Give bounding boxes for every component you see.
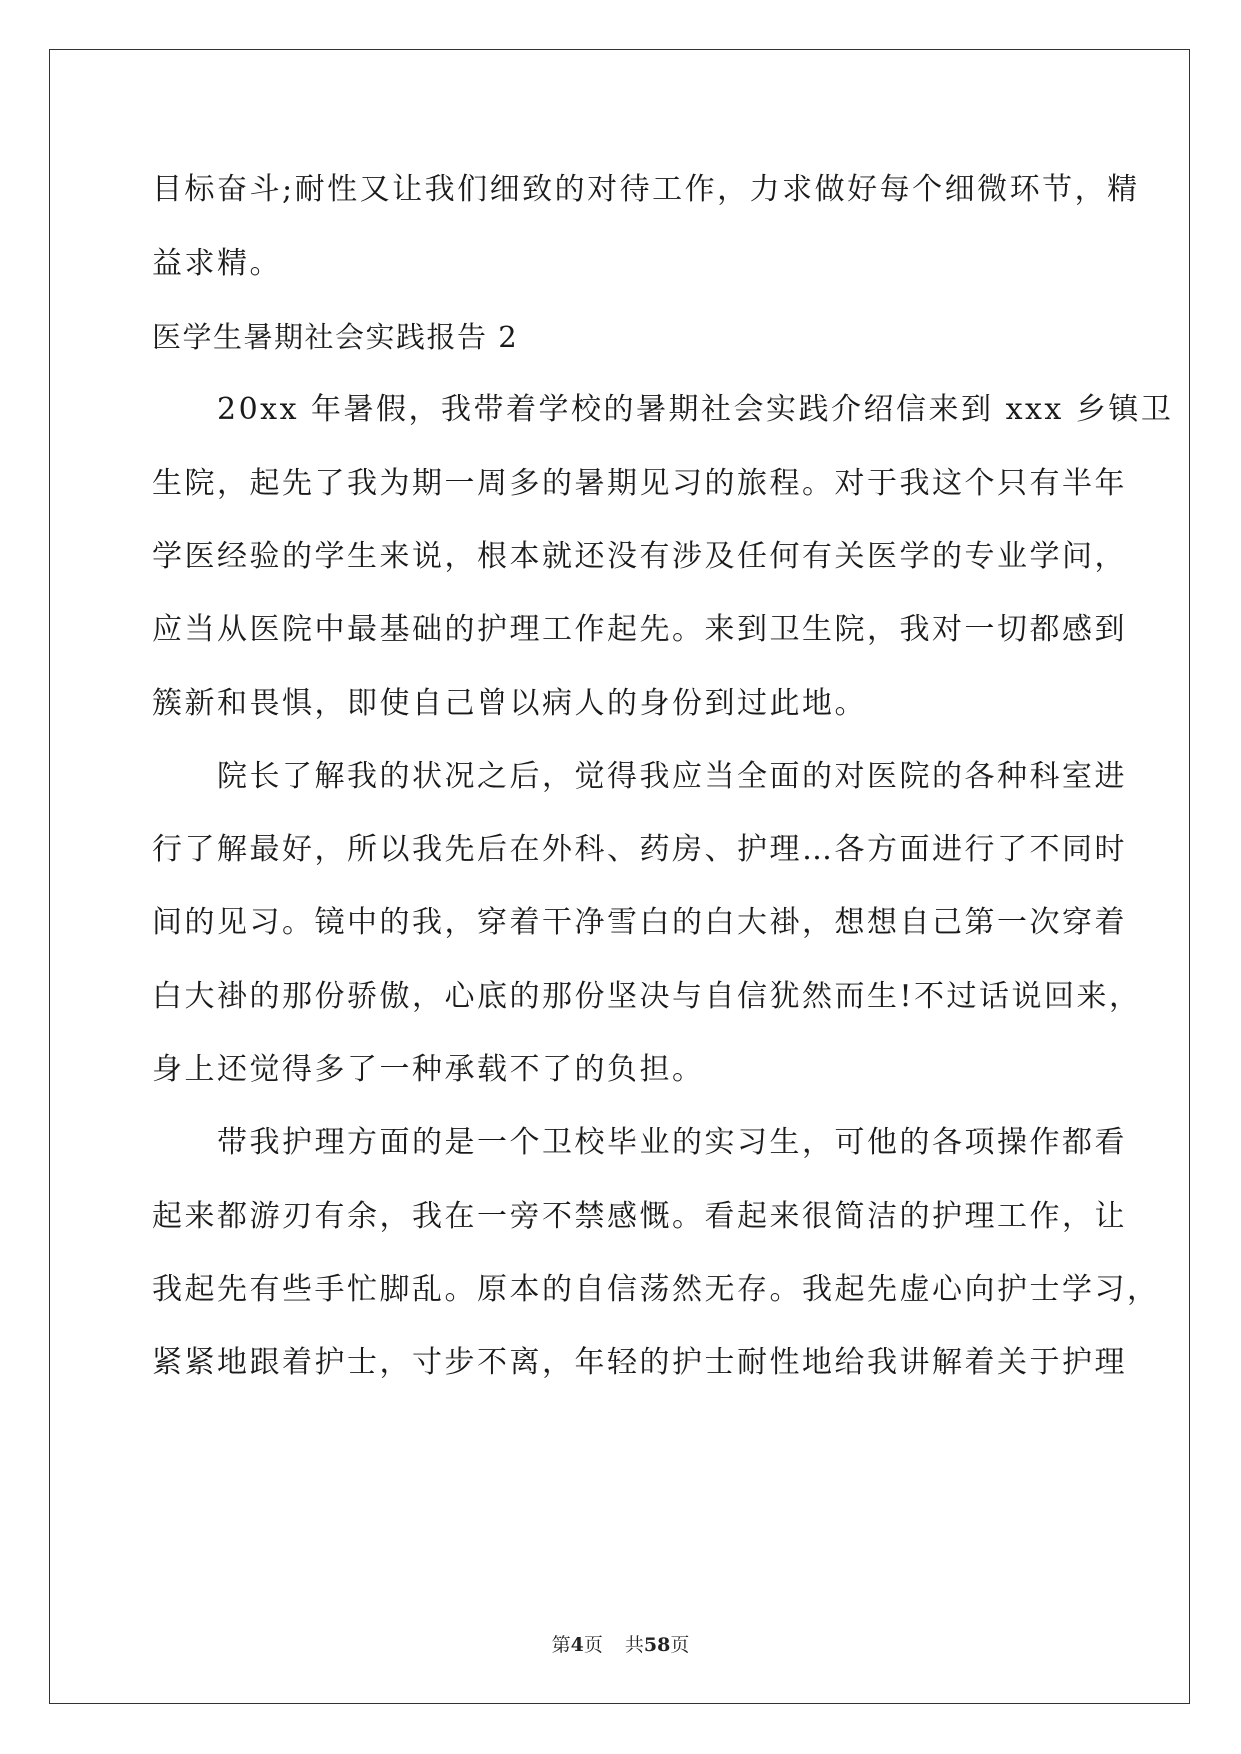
page-prefix: 第 [551, 1634, 571, 1656]
text-line: 目标奋斗;耐性又让我们细致的对待工作，力求做好每个细微环节，精 [152, 172, 1140, 207]
total-prefix: 共 [624, 1634, 644, 1656]
text-line: 我起先有些手忙脚乱。原本的自信荡然无存。我起先虚心向护士学习， [152, 1272, 1160, 1307]
text-line: 身上还觉得多了一种承载不了的负担。 [152, 1052, 705, 1087]
text-line: 20xx 年暑假，我带着学校的暑期社会实践介绍信来到 xxx 乡镇卫 [152, 392, 1174, 427]
text-line: 益求精。 [152, 246, 282, 281]
text-line: 白大褂的那份骄傲，心底的那份坚决与自信犹然而生!不过话说回来， [152, 979, 1142, 1014]
text-line: 紧紧地跟着护士，寸步不离，年轻的护士耐性地给我讲解着关于护理 [152, 1345, 1127, 1380]
total-suffix: 页 [670, 1634, 690, 1656]
page-footer [0, 1633, 1241, 1657]
text-line: 带我护理方面的是一个卫校毕业的实习生，可他的各项操作都看 [152, 1125, 1127, 1160]
text-line: 院长了解我的状况之后，觉得我应当全面的对医院的各种科室进 [152, 759, 1127, 794]
text-line: 行了解最好，所以我先后在外科、药房、护理…各方面进行了不同时 [152, 832, 1127, 867]
page-number: 4 [570, 1634, 584, 1656]
page-suffix: 页 [583, 1634, 603, 1656]
page-border [49, 49, 1190, 1704]
total-pages: 58 [643, 1634, 671, 1656]
text-line: 生院，起先了我为期一周多的暑期见习的旅程。对于我这个只有半年 [152, 466, 1127, 501]
text-line: 起来都游刃有余，我在一旁不禁感慨。看起来很简洁的护理工作，让 [152, 1199, 1127, 1234]
text-line: 学医经验的学生来说，根本就还没有涉及任何有关医学的专业学问， [152, 539, 1127, 574]
text-line: 间的见习。镜中的我，穿着干净雪白的白大褂，想想自己第一次穿着 [152, 905, 1127, 940]
text-line: 簇新和畏惧，即使自己曾以病人的身份到过此地。 [152, 686, 867, 721]
text-line: 应当从医院中最基础的护理工作起先。来到卫生院，我对一切都感到 [152, 612, 1127, 647]
section-heading: 医学生暑期社会实践报告 2 [152, 320, 519, 354]
